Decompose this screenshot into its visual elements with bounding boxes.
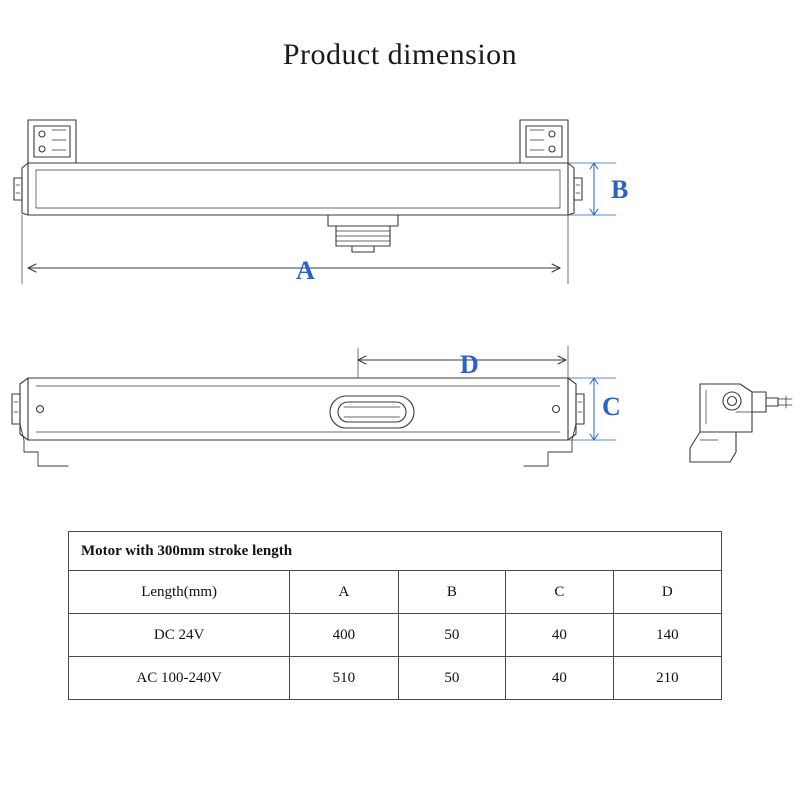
table-row [69,614,722,657]
column-header-d: D [613,571,721,614]
cell-ac-b: 50 [398,657,506,700]
table-caption: Motor with 300mm stroke length [69,532,722,571]
cell-ac-a: 510 [290,657,398,700]
row-label-dc24v: DC 24V [69,614,290,657]
table-row [69,657,722,700]
table-header-row [69,571,722,614]
column-header-a: A [290,571,398,614]
cell-dc24v-d: 140 [613,614,721,657]
column-header-b: B [398,571,506,614]
top-view-drawing [14,120,616,284]
cell-ac-d: 210 [613,657,721,700]
cell-ac-c: 40 [506,657,614,700]
dimension-label-c: C [602,392,621,421]
cell-dc24v-c: 40 [506,614,614,657]
dimension-label-a: A [296,256,315,285]
table-caption-row [69,532,722,571]
side-bracket-drawing [690,384,792,462]
bottom-view-drawing [12,346,616,466]
column-header-c: C [506,571,614,614]
dimension-table [68,531,722,700]
row-label-ac100240v: AC 100-240V [69,657,290,700]
cell-dc24v-b: 50 [398,614,506,657]
dimension-label-d: D [460,350,479,379]
dimension-label-b: B [611,175,629,204]
page-title: Product dimension [282,38,518,71]
column-header-length: Length(mm) [69,571,290,614]
cell-dc24v-a: 400 [290,614,398,657]
